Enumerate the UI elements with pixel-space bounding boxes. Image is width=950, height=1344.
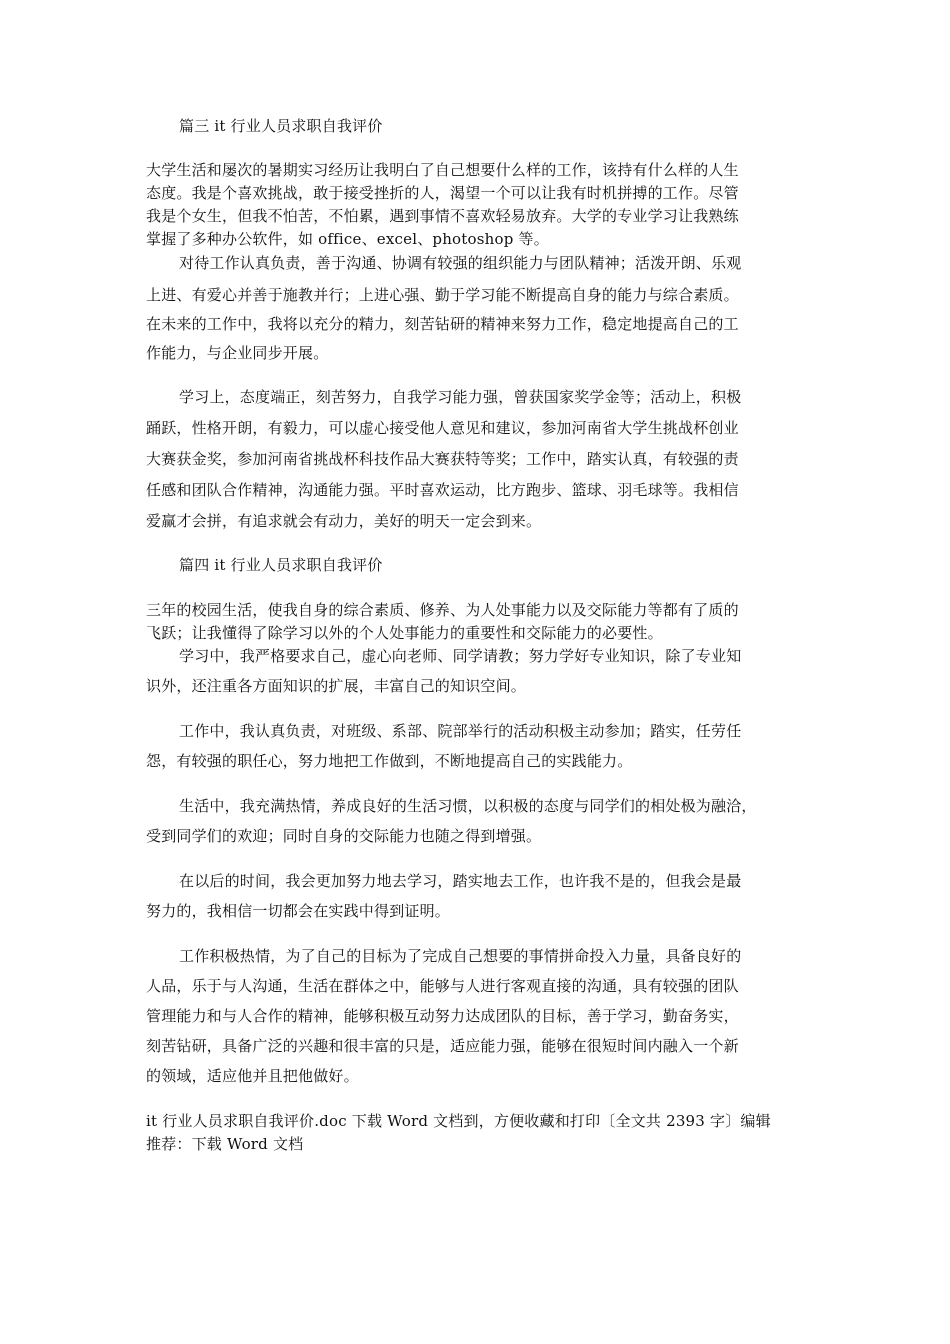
paragraph-line: 怨，有较强的职任心，努力地把工作做到，不断地提高自己的实践能力。 bbox=[146, 752, 633, 770]
paragraph-line: 工作中，我认真负责，对班级、系部、院部举行的活动积极主动参加；踏实，任劳任 bbox=[179, 722, 742, 740]
paragraph-line: 态度。我是个喜欢挑战，敢于接受挫折的人，渴望一个可以让我有时机拼搏的工作。尽管 bbox=[146, 184, 739, 202]
paragraph-line: 人品，乐于与人沟通，生活在群体之中，能够与人进行客观直接的沟通，具有较强的团队 bbox=[146, 977, 739, 995]
paragraph-line: 管理能力和与人合作的精神，能够积极互动努力达成团队的目标，善于学习，勤奋务实， bbox=[146, 1007, 739, 1025]
section-heading-4: 篇四 it 行业人员求职自我评价 bbox=[179, 556, 383, 574]
paragraph-line: 三年的校园生活，使我自身的综合素质、修养、为人处事能力以及交际能力等都有了质的 bbox=[146, 601, 739, 619]
paragraph-line: 在未来的工作中，我将以充分的精力，刻苦钻研的精神来努力工作，稳定地提高自己的工 bbox=[146, 315, 739, 333]
paragraph-line: 在以后的时间，我会更加努力地去学习，踏实地去工作，也许我不是的，但我会是最 bbox=[179, 872, 742, 890]
footer-recommend-line: 推荐：下载 Word 文档 bbox=[146, 1135, 304, 1153]
paragraph-line: 刻苦钻研，具备广泛的兴趣和很丰富的只是，适应能力强，能够在很短时间内融入一个新 bbox=[146, 1037, 739, 1055]
paragraph-line: 踊跃，性格开朗，有毅力，可以虚心接受他人意见和建议，参加河南省大学生挑战杯创业 bbox=[146, 419, 739, 437]
paragraph-line: 作能力，与企业同步开展。 bbox=[146, 344, 329, 362]
paragraph-line: 工作积极热情，为了自己的目标为了完成自己想要的事情拼命投入力量，具备良好的 bbox=[179, 947, 742, 965]
paragraph-line: 的领域，适应他并且把他做好。 bbox=[146, 1067, 359, 1085]
paragraph-line: 大赛获金奖，参加河南省挑战杯科技作品大赛获特等奖；工作中，踏实认真，有较强的责 bbox=[146, 450, 739, 468]
paragraph-line: 爱赢才会拼，有追求就会有动力，美好的明天一定会到来。 bbox=[146, 512, 542, 530]
paragraph-line: 努力的，我相信一切都会在实践中得到证明。 bbox=[146, 902, 451, 920]
paragraph-line: 识外，还注重各方面知识的扩展，丰富自己的知识空间。 bbox=[146, 677, 527, 695]
paragraph-line: 受到同学们的欢迎；同时自身的交际能力也随之得到增强。 bbox=[146, 827, 542, 845]
section-heading-3: 篇三 it 行业人员求职自我评价 bbox=[179, 117, 383, 135]
paragraph-line: 飞跃；让我懂得了除学习以外的个人处事能力的重要性和交际能力的必要性。 bbox=[146, 624, 663, 642]
paragraph-line: 掌握了多种办公软件，如 office、excel、photoshop 等。 bbox=[146, 230, 549, 248]
paragraph-line: 学习上，态度端正，刻苦努力，自我学习能力强，曾获国家奖学金等；活动上，积极 bbox=[179, 388, 742, 406]
paragraph-line: 大学生活和屡次的暑期实习经历让我明白了自己想要什么样的工作，该持有什么样的人生 bbox=[146, 161, 739, 179]
paragraph-line: 任感和团队合作精神，沟通能力强。平时喜欢运动，比方跑步、篮球、羽毛球等。我相信 bbox=[146, 481, 739, 499]
paragraph-line: 上进、有爱心并善于施教并行；上进心强、勤于学习能不断提高自身的能力与综合素质。 bbox=[146, 286, 739, 304]
paragraph-line: 对待工作认真负责，善于沟通、协调有较强的组织能力与团队精神；活泼开朗、乐观 bbox=[179, 254, 742, 272]
paragraph-line: 生活中，我充满热情，养成良好的生活习惯，以积极的态度与同学们的相处极为融洽， bbox=[179, 797, 757, 815]
footer-download-line: it 行业人员求职自我评价.doc 下载 Word 文档到，方便收藏和打印〔全文共 2393 字〕编辑 bbox=[146, 1112, 771, 1130]
paragraph-line: 学习中，我严格要求自己，虚心向老师、同学请教；努力学好专业知识，除了专业知 bbox=[179, 647, 742, 665]
paragraph-line: 我是个女生，但我不怕苦，不怕累，遇到事情不喜欢轻易放弃。大学的专业学习让我熟练 bbox=[146, 207, 739, 225]
